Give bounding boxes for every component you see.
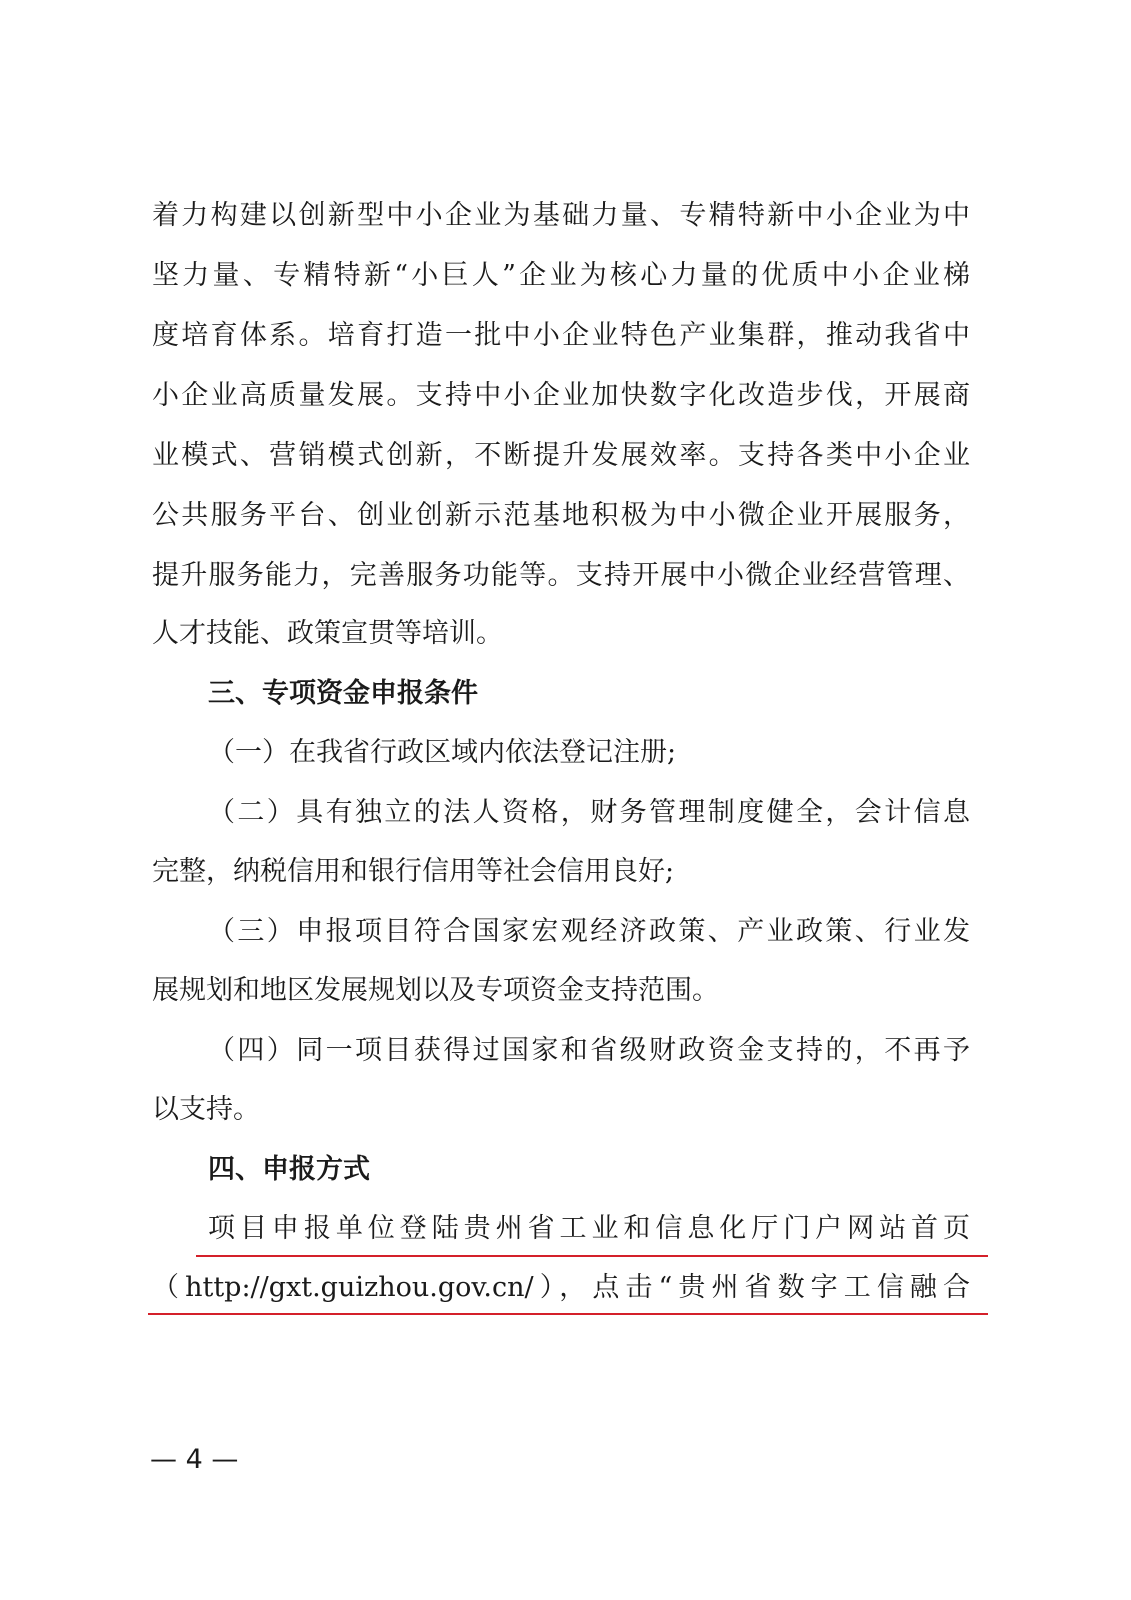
body-text-line: 坚力量、专精特新“小巨人”企业为核心力量的优质中小企业梯 (152, 260, 970, 291)
list-item-continuation: 完整，纳税信用和银行信用等社会信用良好; (152, 856, 675, 887)
section-heading: 三、专项资金申报条件 (208, 678, 478, 709)
body-text-line: 人才技能、政策宣贯等培训。 (152, 618, 503, 649)
list-item: （二）具有独立的法人资格，财务管理制度健全，会计信息 (208, 797, 970, 828)
page-number: — 4 — (150, 1444, 239, 1475)
list-item: （一）在我省行政区域内依法登记注册; (208, 737, 677, 768)
body-text-line: 着力构建以创新型中小企业为基础力量、专精特新中小企业为中 (152, 200, 970, 231)
section-heading: 四、申报方式 (208, 1154, 370, 1185)
body-text-line: 度培育体系。培育打造一批中小企业特色产业集群，推动我省中 (152, 320, 970, 351)
list-item-continuation: 以支持。 (152, 1094, 260, 1125)
list-item: （三）申报项目符合国家宏观经济政策、产业政策、行业发 (208, 916, 970, 947)
list-item: （四）同一项目获得过国家和省级财政资金支持的，不再予 (208, 1035, 970, 1066)
annotation-underline (196, 1255, 988, 1257)
body-text-line: 提升服务能力，完善服务功能等。支持开展中小微企业经营管理、 (152, 560, 970, 591)
annotation-underline (148, 1313, 988, 1315)
body-text-line: 业模式、营销模式创新，不断提升发展效率。支持各类中小企业 (152, 440, 970, 471)
body-text-line: 公共服务平台、创业创新示范基地积极为中小微企业开展服务， (152, 500, 970, 531)
body-text-line: （http://gxt.guizhou.gov.cn/），点击“贵州省数字工信融合 (152, 1272, 970, 1303)
body-text-line: 项目申报单位登陆贵州省工业和信息化厅门户网站首页 (208, 1213, 970, 1244)
body-text-line: 小企业高质量发展。支持中小企业加快数字化改造步伐，开展商 (152, 380, 970, 411)
list-item-continuation: 展规划和地区发展规划以及专项资金支持范围。 (152, 975, 719, 1006)
